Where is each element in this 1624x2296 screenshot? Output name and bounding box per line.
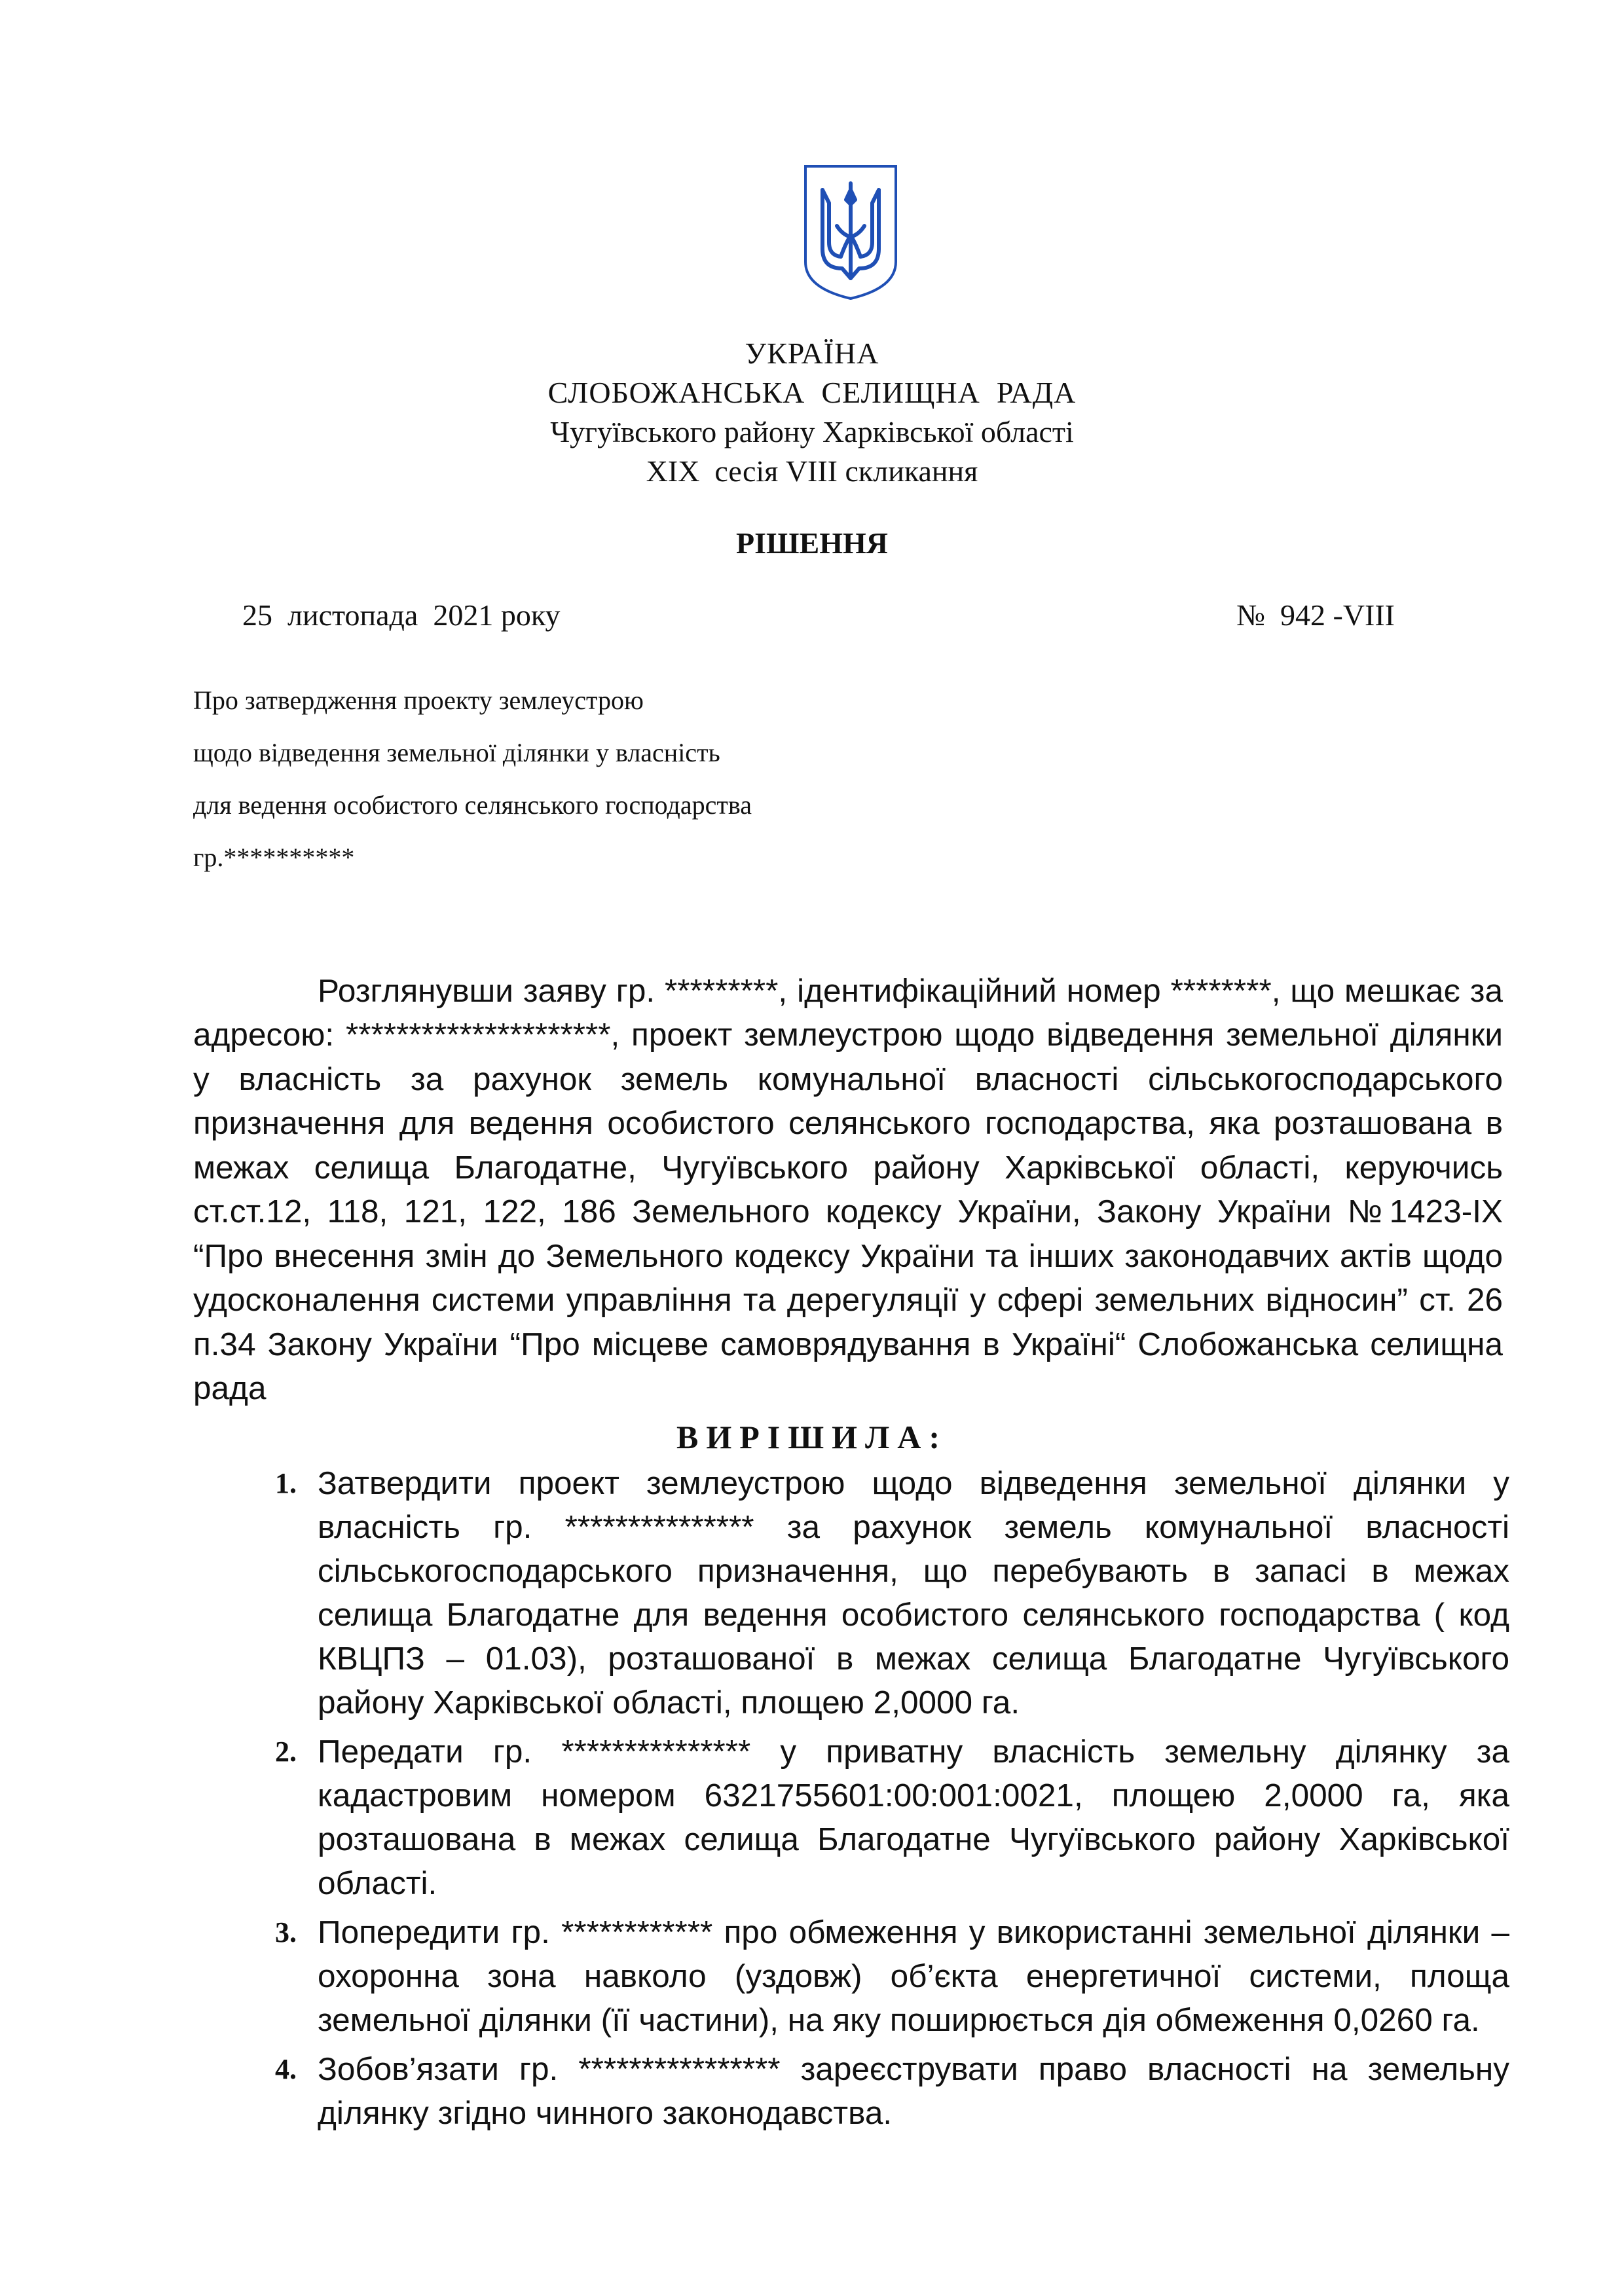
session-info: XIX сесія VIII скликання	[646, 454, 978, 488]
document-header	[0, 334, 1624, 491]
decision-item	[255, 2047, 1509, 2135]
item-text: Зобов’язати гр. **************** зареєструвати право власності на земельну ділянку згідно чинного законодавства.	[318, 2051, 1509, 2131]
item-number: 4.	[275, 2053, 297, 2085]
decision-item	[255, 1910, 1509, 2042]
country-name: УКРАЇНА	[745, 337, 879, 370]
subject-line: щодо відведення земельної ділянки у власність	[193, 738, 720, 767]
preamble-paragraph: Розглянувши заяву гр. *********, ідентифікаційний номер ********, що мешкає за адресою: *********************, проект землеустрою щодо відведення земельної ділянки у власність за рахунок земель комунальної власності сільськогосподарського призначення для ведення особистого селянського господарства, яка розташована в межах селища Благодатне, Чугуївського району Харківської області, керуючись ст.ст.12, 118, 121, 122, 186 Земельного кодексу України, Закону України №1423-IX “Про внесення змін до Земельного кодексу України та інших законодавчих актів щодо удосконалення системи управління та дерегуляції у сфері земельних відносин” ст. 26 п.34 Закону України “Про місцеве самоврядування в Україні“ Слобожанська селищна рада	[193, 972, 1503, 1406]
decision-number: № 942 -VIII	[1236, 598, 1395, 632]
item-number: 3.	[275, 1916, 297, 1948]
decision-date: 25 листопада 2021 року	[242, 598, 561, 632]
subject-line: Про затвердження проекту землеустрою	[193, 685, 644, 715]
decided-heading: ВИРІШИЛА:	[676, 1419, 948, 1455]
decision-item	[255, 1461, 1509, 1724]
decision-item	[255, 1730, 1509, 1905]
item-number: 2.	[275, 1736, 297, 1768]
page-title: РІШЕННЯ	[736, 526, 888, 560]
decision-items-list	[255, 1461, 1509, 2140]
district-region: Чугуївського району Харківської області	[550, 415, 1074, 448]
trident-coat-of-arms-icon	[803, 164, 898, 301]
item-number: 1.	[275, 1467, 297, 1499]
decision-subject	[193, 674, 979, 884]
subject-line: гр.**********	[193, 843, 355, 872]
item-text: Передати гр. *************** у приватну власність земельну ділянку за кадастровим номером 6321755601:00:001:0021, площею 2,0000 га, яка розташована в межах селища Благодатне Чугуївського району Харківської області.	[318, 1734, 1509, 1901]
subject-line: для ведення особистого селянського господарства	[193, 790, 752, 820]
item-text: Попередити гр. ************ про обмеження у використанні земельної ділянки – охоронна зона навколо (уздовж) об’єкта енергетичної системи, площа земельної ділянки (її частини), на яку поширюється дія обмеження 0,0260 га.	[318, 1914, 1509, 2038]
item-text: Затвердити проект землеустрою щодо відведення земельної ділянки у власність гр. *************** за рахунок земель комунальної власності сільськогосподарського призначення, що перебувають в запасі в межах селища Благодатне для ведення особистого селянського господарства ( код КВЦПЗ – 01.03), розташованої в межах селища Благодатне Чугуївського району Харківської області, площею 2,0000 га.	[318, 1465, 1509, 1721]
council-name: СЛОБОЖАНСЬКА СЕЛИЩНА РАДА	[547, 376, 1077, 409]
